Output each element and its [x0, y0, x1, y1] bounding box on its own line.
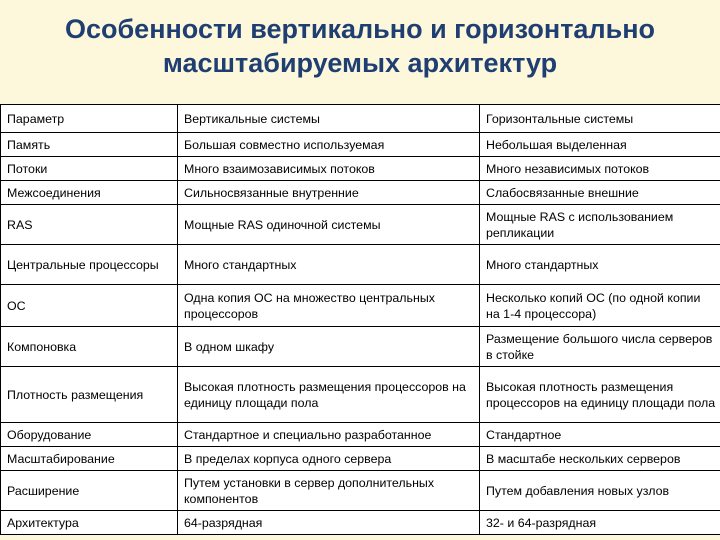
table-cell-parameter: Межсоединения	[1, 181, 178, 205]
table-cell-horizontal: Мощные RAS с использованием репликации	[480, 205, 720, 245]
table-cell-parameter: Потоки	[1, 157, 178, 181]
table-cell-parameter: RAS	[1, 205, 178, 245]
table-cell-parameter: ОС	[1, 285, 178, 327]
table-row	[1, 205, 720, 245]
table-row	[1, 133, 720, 157]
table-cell-vertical: Много взаимозависимых потоков	[178, 157, 480, 181]
page-title	[0, 12, 720, 80]
table-cell-horizontal: Высокая плотность размещения процессоров на единицу площади пола	[480, 367, 720, 423]
table-cell-horizontal: Небольшая выделенная	[480, 133, 720, 157]
table-cell-vertical: Большая совместно используемая	[178, 133, 480, 157]
table-row	[1, 245, 720, 285]
table-cell-vertical: Сильносвязанные внутренние	[178, 181, 480, 205]
table-cell-parameter: Память	[1, 133, 178, 157]
table-cell-horizontal: Несколько копий ОС (по одной копии на 1-4 процессора)	[480, 285, 720, 327]
table-cell-horizontal: Стандартное	[480, 423, 720, 447]
table-row	[1, 367, 720, 423]
table-cell-parameter: Компоновка	[1, 327, 178, 367]
table-cell-vertical: Мощные RAS одиночной системы	[178, 205, 480, 245]
table-row	[1, 285, 720, 327]
table-cell-parameter: Расширение	[1, 471, 178, 511]
header-cell-horizontal: Горизонтальные системы	[480, 105, 720, 133]
table-cell-vertical: В пределах корпуса одного сервера	[178, 447, 480, 471]
table-cell-parameter: Центральные процессоры	[1, 245, 178, 285]
table-cell-horizontal: 32- и 64-разрядная	[480, 511, 720, 535]
table-cell-vertical: Высокая плотность размещения процессоров на единицу площади пола	[178, 367, 480, 423]
table-cell-vertical: В одном шкафу	[178, 327, 480, 367]
comparison-table	[0, 104, 720, 535]
table-cell-vertical: Стандартное и специально разработанное	[178, 423, 480, 447]
table-cell-horizontal: Размещение большого числа серверов в стойке	[480, 327, 720, 367]
table-row	[1, 511, 720, 535]
table-cell-horizontal: Много стандартных	[480, 245, 720, 285]
table-cell-horizontal: Путем добавления новых узлов	[480, 471, 720, 511]
table-row	[1, 327, 720, 367]
table-cell-vertical: Путем установки в сервер дополнительных компонентов	[178, 471, 480, 511]
table-row	[1, 157, 720, 181]
title-line-2: масштабируемых архитектур	[162, 48, 558, 78]
table-cell-parameter: Плотность размещения	[1, 367, 178, 423]
header-cell-vertical: Вертикальные системы	[178, 105, 480, 133]
table-cell-vertical: Одна копия ОС на множество центральных процессоров	[178, 285, 480, 327]
table-cell-horizontal: Много независимых потоков	[480, 157, 720, 181]
table-cell-parameter: Оборудование	[1, 423, 178, 447]
header-cell-parameter: Параметр	[1, 105, 178, 133]
table-cell-parameter: Архитектура	[1, 511, 178, 535]
table-cell-horizontal: Слабосвязанные внешние	[480, 181, 720, 205]
table-cell-parameter: Масштабирование	[1, 447, 178, 471]
table-cell-horizontal: В масштабе нескольких серверов	[480, 447, 720, 471]
table-row	[1, 471, 720, 511]
header-row	[1, 105, 720, 133]
table-row	[1, 181, 720, 205]
table-row	[1, 423, 720, 447]
table-cell-vertical: 64-разрядная	[178, 511, 480, 535]
table-row	[1, 447, 720, 471]
title-line-1: Особенности вертикально и горизонтально	[64, 14, 655, 44]
table-cell-vertical: Много стандартных	[178, 245, 480, 285]
